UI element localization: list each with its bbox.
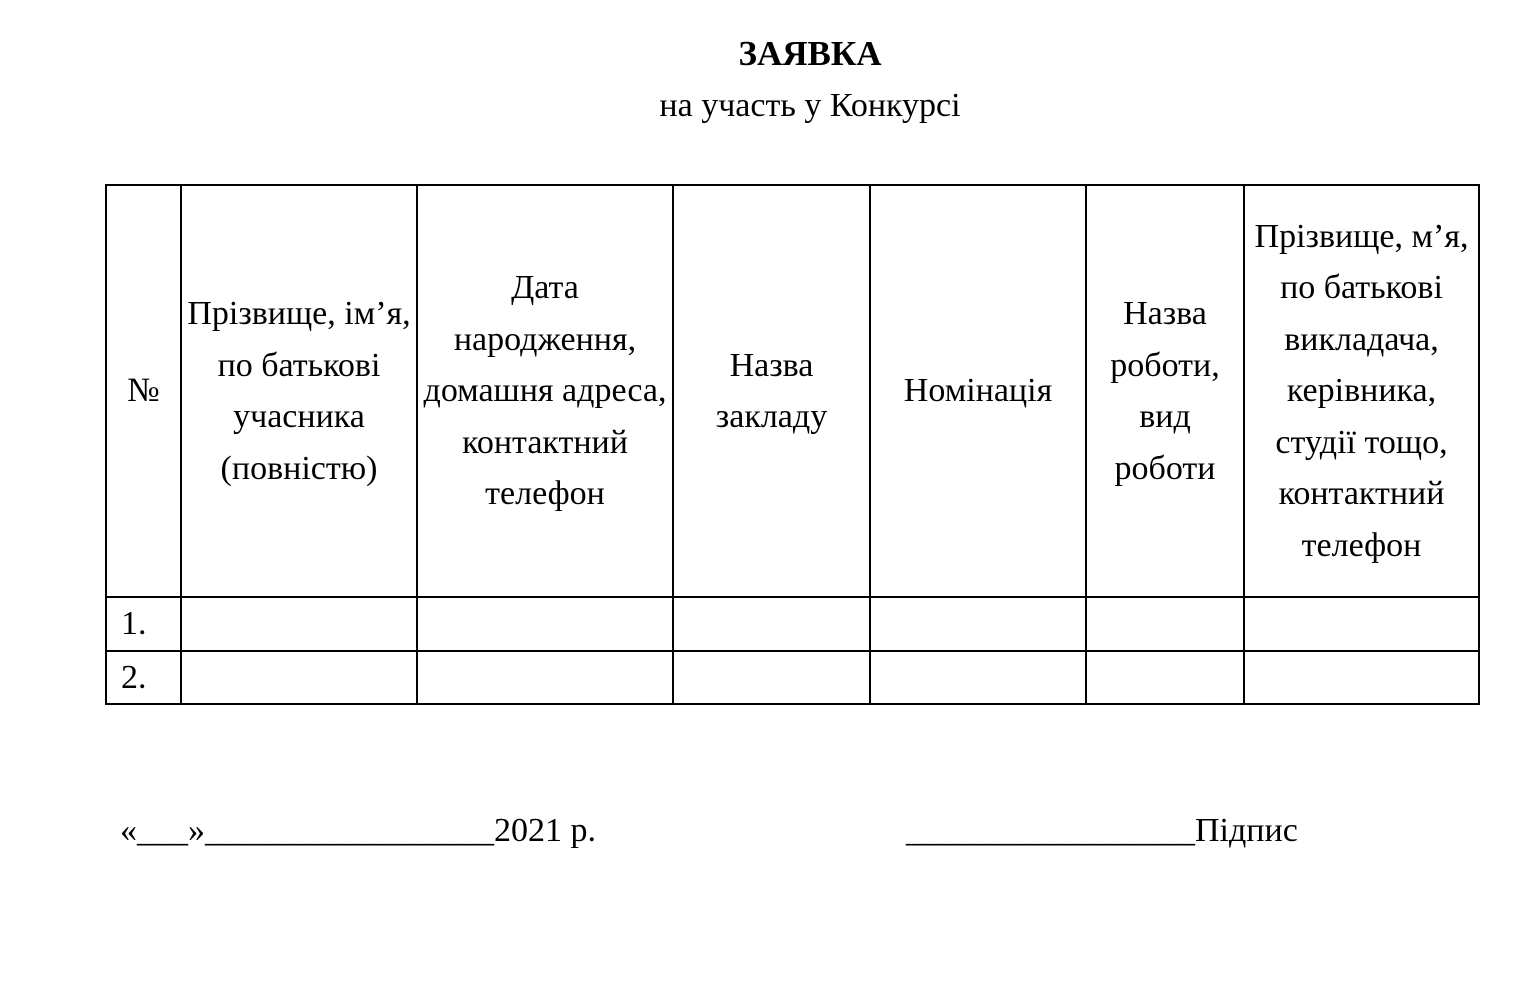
work-title-cell[interactable] [1086,651,1244,705]
column-header-birth-address-phone: Дата народження, домашня адреса, контактний телефон [417,185,673,597]
nomination-cell[interactable] [870,651,1086,705]
column-header-nomination: Номінація [870,185,1086,597]
column-header-participant-name: Прізвище, ім’я, по батькові учасника (повністю) [181,185,417,597]
participant-name-cell[interactable] [181,651,417,705]
column-header-teacher-info: Прізвище, м’я, по батькові викладача, керівника, студії тощо, контактний телефон [1244,185,1479,597]
birth-address-phone-cell[interactable] [417,597,673,651]
column-header-institution: Назва закладу [673,185,870,597]
institution-cell[interactable] [673,651,870,705]
table-header-row [106,185,1479,597]
column-header-work-title: Назва роботи, вид роботи [1086,185,1244,597]
institution-cell[interactable] [673,597,870,651]
date-line: «___»_________________2021 р. [120,812,596,849]
signature-line: _________________Підпис [906,812,1298,849]
column-header-number: № [106,185,181,597]
table-row [106,651,1479,705]
application-table [105,184,1480,705]
page-title: ЗАЯВКА [738,34,882,73]
page-subtitle: на участь у Конкурсі [659,87,961,124]
teacher-info-cell[interactable] [1244,651,1479,705]
teacher-info-cell[interactable] [1244,597,1479,651]
row-number: 2. [106,651,181,705]
table-row [106,597,1479,651]
nomination-cell[interactable] [870,597,1086,651]
participant-name-cell[interactable] [181,597,417,651]
work-title-cell[interactable] [1086,597,1244,651]
row-number: 1. [106,597,181,651]
birth-address-phone-cell[interactable] [417,651,673,705]
